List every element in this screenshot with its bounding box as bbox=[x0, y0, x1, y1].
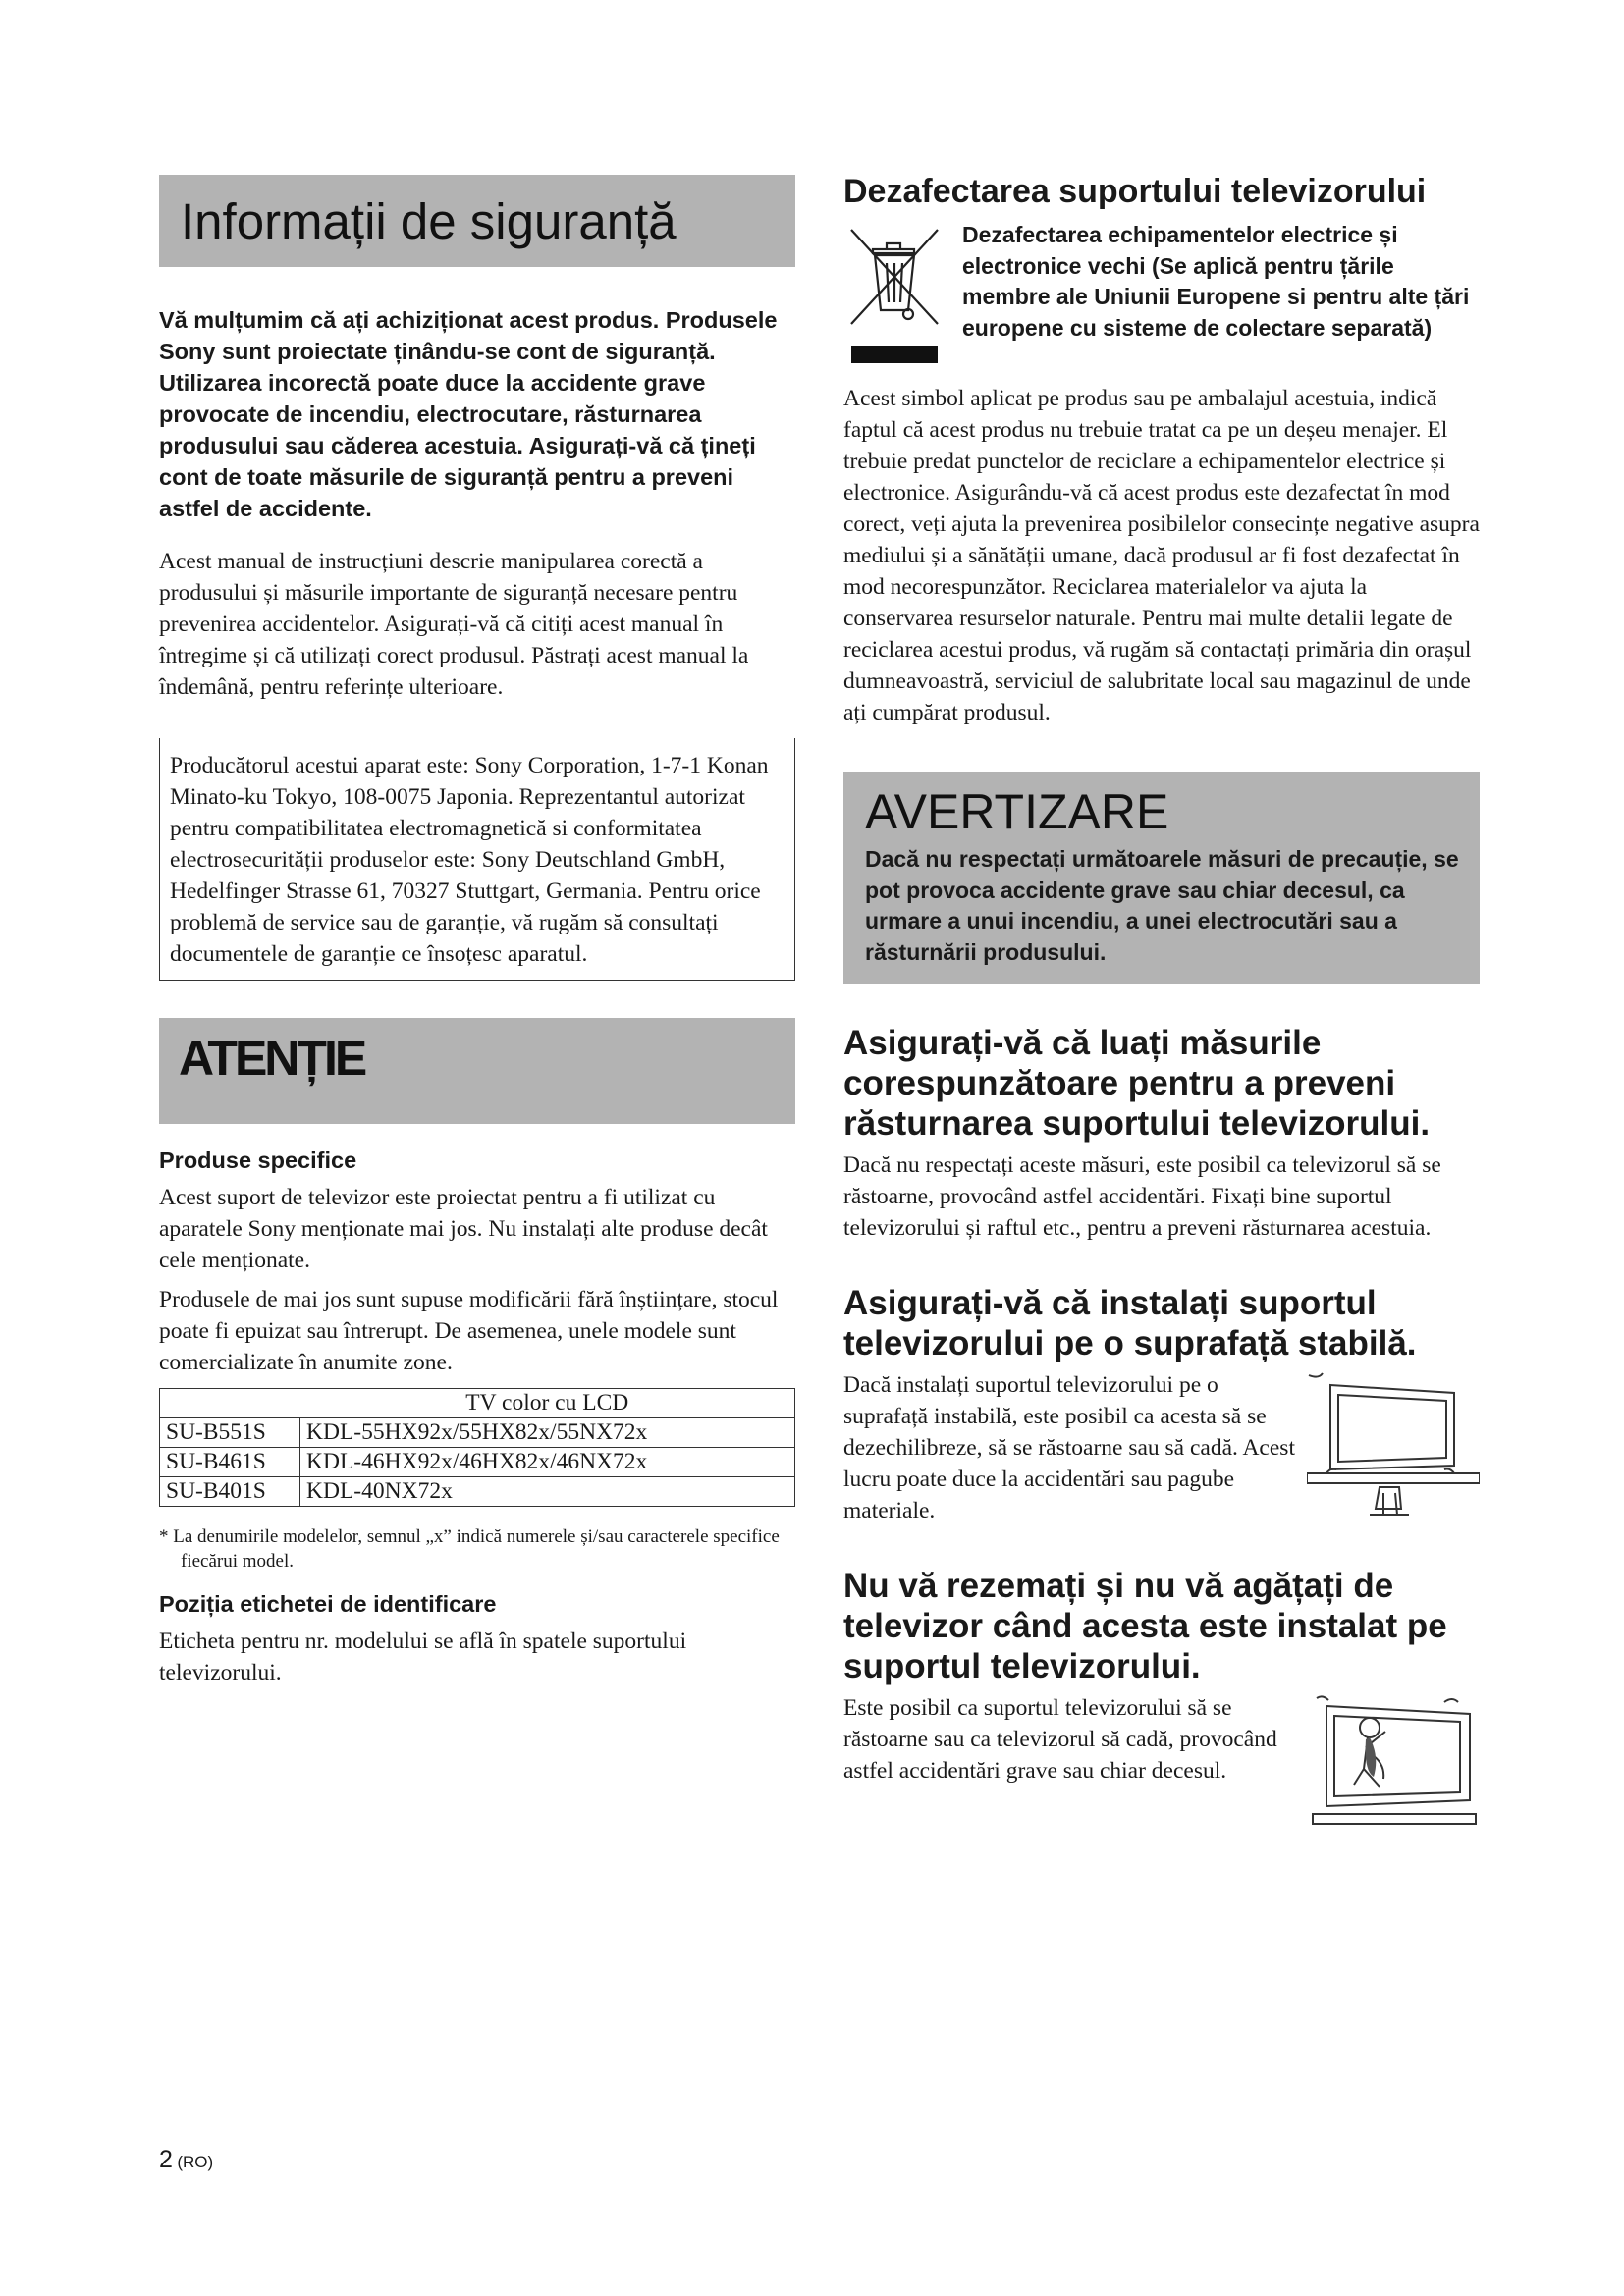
crossed-bin-icon bbox=[847, 224, 942, 371]
page-title: Informații de siguranță bbox=[181, 192, 677, 249]
table-row bbox=[160, 1448, 795, 1477]
label-position-heading: Poziția etichetei de identificare bbox=[159, 1591, 497, 1617]
section-leaning-text: Este posibil ca suportul televizorului să se răstoarne sau ca televizorul să cadă, provocând astfel accidentări grave sau chiar decesul. bbox=[843, 1695, 1277, 1784]
left-column bbox=[159, 175, 795, 1688]
warning-title: AVERTIZARE bbox=[865, 784, 1169, 839]
safety-title-box bbox=[159, 175, 795, 267]
weee-text: Acest simbol aplicat pe produs sau pe ambalajul acestuia, indică faptul că acest produs nu trebuie tratat ca pe un deșeu menajer. El trebuie predat punctelor de reciclare a echipamentelor electrice și electronice. Asigurându-vă că acest produs este dezafectat în mod corect, veți ajuta la prevenirea posibilelor consecințe negative asupra mediului și a sănătății umane, dacă produsul ar fi fost dezafectat în mod necorespunzător. Reciclarea materialelor va ajuta la conservarea resurselor naturale. Pentru mai multe detalii legate de reciclarea acestui produs, vă rugăm să contactați primăria din orașul dumneavoastră, serviciul de salubritate local sau magazinul de unde ați cumpărat produsul. bbox=[843, 386, 1480, 725]
products-heading: Produse specifice bbox=[159, 1148, 357, 1173]
child-hanging-illustration bbox=[1307, 1692, 1480, 1840]
warning-box bbox=[843, 772, 1480, 984]
section-stable-text: Dacă instalați suportul televizorului pe o suprafață instabilă, este posibil ca acesta să se dezechilibreze, să se răstoarne sau să cadă. Acest lucru poate duce la accidentări sau pagube materiale. bbox=[843, 1372, 1295, 1523]
table-header: TV color cu LCD bbox=[300, 1389, 795, 1418]
intro-text: Vă mulțumim că ați achiziționat acest produs. Produsele Sony sunt proiectate ținându-se cont de siguranță. Utilizarea incorectă poate duce la accidente grave provocate de incendiu, electrocutare, răsturnarea produsului sau căderea acestuia. Asigurați-vă că țineți cont de toate măsurile de siguranță pentru a preveni astfel de accidente. bbox=[159, 307, 778, 521]
products-text-1: Acest suport de televizor este proiectat pentru a fi utilizat cu aparatele Sony menționate mai jos. Nu instalați alte produse decât cele menționate. bbox=[159, 1185, 768, 1273]
language-code: (RO) bbox=[177, 2153, 214, 2171]
page-footer bbox=[159, 2146, 213, 2174]
model-footnote: * La denumirile modelelor, semnul „x” indică numerele și/sau caracterele specifice fiecărui model. bbox=[159, 1526, 780, 1572]
section-stable-title: Asigurați-vă că instalați suportul televizorului pe o suprafață stabilă. bbox=[843, 1284, 1417, 1362]
leaning-block bbox=[843, 1692, 1480, 1787]
manufacturer-text: Producătorul acestui aparat este: Sony Corporation, 1-7-1 Konan Minato-ku Tokyo, 108-0075 Japonia. Reprezentantul autorizat pentru compatibilitatea electromagnetică si conformitatea electrosecurității produselor este: Sony Deutschland GmbH, Hedelfinger Strasse 61, 70327 Stuttgart, Germania. Pentru orice problemă de service sau de garanție, vă rugăm să consultați documentele de garanție ce însoțesc aparatul. bbox=[170, 753, 769, 967]
tv-model: KDL-40NX72x bbox=[300, 1477, 795, 1507]
stand-model: SU-B401S bbox=[160, 1477, 300, 1507]
tv-model: KDL-55HX92x/55HX82x/55NX72x bbox=[300, 1418, 795, 1448]
products-text-2: Produsele de mai jos sunt supuse modificării fără înștiințare, stocul poate fi epuizat sau întrerupt. De asemenea, unele modele sunt comercializate în anumite zone. bbox=[159, 1287, 779, 1375]
tv-model: KDL-46HX92x/46HX82x/46NX72x bbox=[300, 1448, 795, 1477]
warning-text: Dacă nu respectați următoarele măsuri de precauție, se pot provoca accidente grave sau chiar decesul, ca urmare a unui incendiu, a unei electrocutări sau a răsturnării produsului. bbox=[865, 846, 1459, 965]
disposal-title: Dezafectarea suportului televizorului bbox=[843, 173, 1427, 210]
section-tipping-text: Dacă nu respectați aceste măsuri, este posibil ca televizorul să se răstoarne, provocând astfel accidentări. Fixați bine suportul televizorului și raftul etc., pentru a preveni răsturnarea acestuia. bbox=[843, 1152, 1441, 1241]
table-row bbox=[160, 1477, 795, 1507]
table-corner-cell bbox=[160, 1389, 300, 1418]
page-number: 2 bbox=[159, 2146, 173, 2173]
compatible-models-table bbox=[159, 1388, 795, 1507]
manufacturer-box bbox=[159, 738, 795, 981]
section-tipping-title: Asigurați-vă că luați măsurile corespunzătoare pentru a preveni răsturnarea suportului televizorului. bbox=[843, 1024, 1431, 1143]
weee-block bbox=[843, 222, 1480, 379]
section-leaning-title: Nu vă rezemați și nu vă agățați de televizor când acesta este instalat pe suportul televizorului. bbox=[843, 1567, 1447, 1685]
atentie-box bbox=[159, 1018, 795, 1124]
atentie-title: ATENȚIE bbox=[179, 1031, 365, 1086]
stable-surface-block bbox=[843, 1369, 1480, 1526]
unstable-surface-illustration bbox=[1307, 1371, 1480, 1519]
stand-model: SU-B551S bbox=[160, 1418, 300, 1448]
weee-heading: Dezafectarea echipamentelor electrice și electronice vechi (Se aplică pentru țările membre ale Uniunii Europene si pentru alte țări europene cu sisteme de colectare separată) bbox=[962, 222, 1470, 341]
table-header-row bbox=[160, 1389, 795, 1418]
manual-text: Acest manual de instrucțiuni descrie manipularea corectă a produsului și măsurile importante de siguranță necesare pentru prevenirea accidentelor. Asigurați-vă că citiți acest manual în întregime și că utilizați corect produsul. Păstrați acest manual la îndemână, pentru referințe ulterioare. bbox=[159, 549, 749, 700]
label-position-text: Eticheta pentru nr. modelului se află în spatele suportului televizorului. bbox=[159, 1629, 687, 1685]
right-column bbox=[843, 173, 1480, 1787]
stand-model: SU-B461S bbox=[160, 1448, 300, 1477]
table-row bbox=[160, 1418, 795, 1448]
